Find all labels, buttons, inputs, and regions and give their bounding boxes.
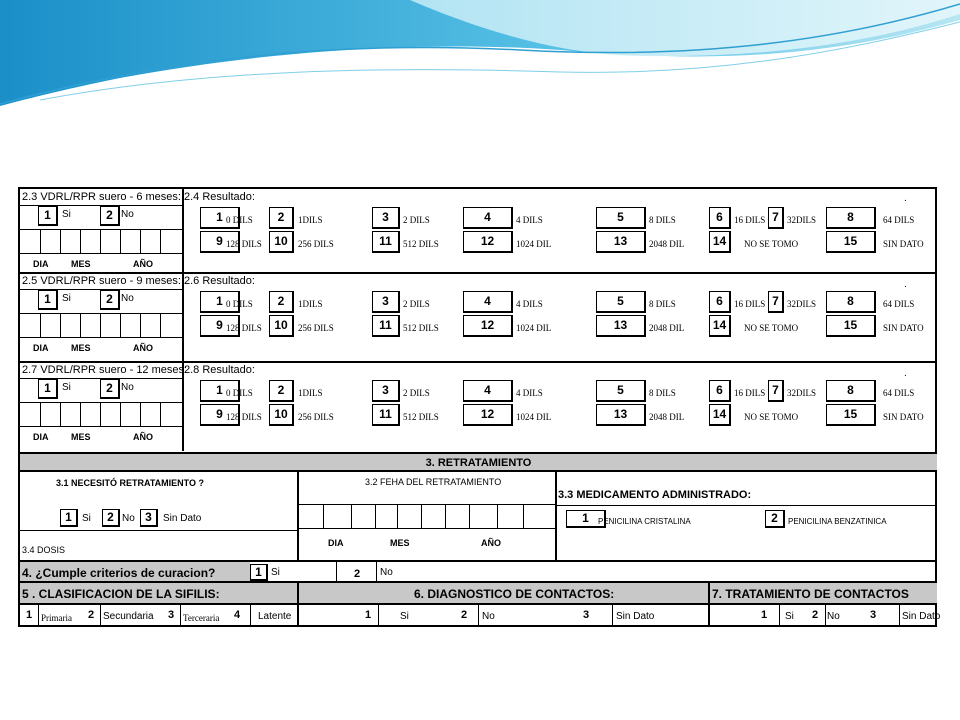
- result-code[interactable]: 8: [826, 207, 876, 229]
- q33-option-label: PENICILINA BENZATINICA: [788, 517, 887, 526]
- result-code[interactable]: 5: [596, 380, 646, 402]
- result-code[interactable]: 13: [596, 404, 646, 426]
- result-label: 256 DILS: [298, 412, 334, 422]
- result-label: 1024 DIL: [516, 239, 552, 249]
- result-code[interactable]: 1: [200, 380, 240, 402]
- section6-options: [298, 605, 708, 627]
- date-cell-divider: [375, 504, 376, 528]
- result-label: 0 DILS: [226, 215, 253, 225]
- q33-option-code[interactable]: 2: [765, 510, 785, 528]
- result-label: SIN DATO: [883, 412, 924, 422]
- no-label: No: [121, 293, 134, 304]
- vdrl-title: 2.7 VDRL/RPR suero - 12 meses:: [22, 364, 188, 376]
- lab-form: [18, 187, 941, 627]
- divider: [38, 605, 39, 627]
- result-code[interactable]: 8: [826, 291, 876, 313]
- q32-year-label: AÑO: [481, 538, 501, 548]
- divider: [555, 505, 937, 506]
- q31-label: 3.1 NECESITÓ RETRATAMIENTO ?: [56, 478, 205, 488]
- result-label: 8 DILS: [649, 388, 676, 398]
- result-label: 0 DILS: [226, 388, 253, 398]
- result-label: 32DILS: [787, 388, 816, 398]
- q31-option-code[interactable]: 3: [140, 509, 158, 527]
- result-label: 4 DILS: [516, 299, 543, 309]
- option-label: No: [827, 611, 840, 622]
- result-code[interactable]: 14: [709, 315, 731, 337]
- result-label: 512 DILS: [403, 412, 439, 422]
- result-code[interactable]: 9: [200, 231, 240, 253]
- option-code[interactable]: 2: [87, 609, 95, 621]
- result-code[interactable]: 5: [596, 291, 646, 313]
- result-code[interactable]: 9: [200, 315, 240, 337]
- cure-yes-code[interactable]: 1: [250, 564, 268, 581]
- option-code[interactable]: 3: [167, 609, 175, 621]
- month-label: MES: [71, 343, 91, 353]
- q34-label: 3.4 DOSIS: [22, 545, 66, 555]
- result-label: 2 DILS: [403, 299, 430, 309]
- sections-band: [20, 581, 937, 605]
- divider: [297, 528, 555, 529]
- result-label: 512 DILS: [403, 323, 439, 333]
- result-label: 2048 DIL: [649, 412, 685, 422]
- option-code[interactable]: 3: [582, 609, 590, 621]
- divider: [478, 605, 479, 627]
- q31-option-code[interactable]: 2: [102, 509, 120, 527]
- date-cell-divider: [421, 504, 422, 528]
- result-code[interactable]: 9: [200, 404, 240, 426]
- divider: [100, 605, 101, 627]
- result-label: 128 DILS: [226, 412, 262, 422]
- q32-label: 3.2 FEHA DEL RETRATAMIENTO: [365, 477, 502, 487]
- no-code[interactable]: 2: [100, 206, 120, 226]
- q31-option-label: Si: [82, 513, 91, 524]
- result-label: 1024 DIL: [516, 412, 552, 422]
- divider: [20, 253, 182, 254]
- day-label: DIA: [33, 343, 49, 353]
- result-code[interactable]: 4: [463, 380, 513, 402]
- result-code[interactable]: 1: [200, 291, 240, 313]
- result-code[interactable]: 12: [463, 315, 513, 337]
- result-code[interactable]: 15: [826, 315, 876, 337]
- date-cell-divider: [497, 504, 498, 528]
- yes-label: Si: [62, 382, 71, 393]
- result-label: 256 DILS: [298, 323, 334, 333]
- divider: [899, 605, 900, 627]
- day-label: DIA: [33, 259, 49, 269]
- result-code[interactable]: 1: [200, 207, 240, 229]
- divider: [825, 605, 826, 627]
- no-code[interactable]: 2: [100, 290, 120, 310]
- date-cell-divider: [397, 504, 398, 528]
- option-code[interactable]: 1: [364, 609, 372, 621]
- q31-option-label: Sin Dato: [163, 513, 202, 524]
- option-label: Sin Dato: [902, 611, 941, 622]
- no-label: No: [121, 209, 134, 220]
- date-input-cells[interactable]: [20, 313, 182, 337]
- divider: [612, 605, 613, 627]
- section5-title: 5 . CLASIFICACION DE LA SIFILIS:: [22, 587, 220, 601]
- date-cell-divider: [323, 504, 324, 528]
- result-code[interactable]: 6: [709, 291, 731, 313]
- divider: [20, 337, 182, 338]
- cure-title: 4. ¿Cumple criterios de curacion?: [22, 566, 216, 580]
- result-label: 64 DILS: [883, 388, 915, 398]
- result-label: SIN DATO: [883, 239, 924, 249]
- option-label: Primaria: [41, 613, 72, 623]
- slide-header-swoosh: [0, 0, 960, 130]
- result-code[interactable]: 7: [768, 207, 784, 229]
- date-cell-divider: [523, 504, 524, 528]
- result-code[interactable]: 11: [372, 231, 400, 253]
- retreatment-title: 3. RETRATAMIENTO: [425, 457, 532, 469]
- divider: [20, 530, 297, 531]
- cure-no-code[interactable]: 2: [354, 568, 361, 580]
- date-cell-divider: [445, 504, 446, 528]
- option-code[interactable]: 1: [760, 609, 768, 621]
- result-code[interactable]: 10: [269, 404, 294, 426]
- q33-option-label: PENICILINA CRISTALINA: [598, 517, 691, 526]
- corner-mark: .: [904, 193, 907, 204]
- date-cell-divider: [351, 504, 352, 528]
- vdrl-row: [20, 189, 937, 272]
- result-code[interactable]: 15: [826, 231, 876, 253]
- option-label: Si: [785, 611, 794, 622]
- q33-label: 3.3 MEDICAMENTO ADMINISTRADO:: [558, 489, 752, 501]
- no-code[interactable]: 2: [100, 379, 120, 399]
- result-label: 16 DILS: [734, 388, 766, 398]
- result-label: 128 DILS: [226, 323, 262, 333]
- option-label: Terceraria: [183, 613, 220, 623]
- yes-code[interactable]: 1: [38, 290, 58, 310]
- result-label: 256 DILS: [298, 239, 334, 249]
- result-label: 2048 DIL: [649, 323, 685, 333]
- cure-yes-label: Si: [271, 567, 280, 578]
- result-code[interactable]: 2: [269, 207, 294, 229]
- result-label: NO SE TOMO: [744, 323, 799, 333]
- yes-code[interactable]: 1: [38, 379, 58, 399]
- result-code[interactable]: 14: [709, 404, 731, 426]
- month-label: MES: [71, 259, 91, 269]
- date-cell-divider: [469, 504, 470, 528]
- result-code[interactable]: 8: [826, 380, 876, 402]
- divider: [378, 605, 379, 627]
- result-label: 32DILS: [787, 215, 816, 225]
- corner-mark: .: [904, 279, 907, 290]
- divider: [376, 562, 377, 581]
- result-code[interactable]: 11: [372, 404, 400, 426]
- result-code[interactable]: 4: [463, 207, 513, 229]
- no-label: No: [121, 382, 134, 393]
- result-code[interactable]: 3: [372, 291, 400, 313]
- option-code[interactable]: 4: [233, 609, 241, 621]
- yes-label: Si: [62, 293, 71, 304]
- result-label: 1DILS: [298, 388, 323, 398]
- result-code[interactable]: 5: [596, 207, 646, 229]
- result-label: 16 DILS: [734, 299, 766, 309]
- year-label: AÑO: [133, 259, 153, 269]
- result-code[interactable]: 2: [269, 380, 294, 402]
- result-code[interactable]: 11: [372, 315, 400, 337]
- result-code[interactable]: 15: [826, 404, 876, 426]
- result-label: 16 DILS: [734, 215, 766, 225]
- yes-label: Si: [62, 209, 71, 220]
- divider: [336, 562, 337, 581]
- result-code[interactable]: 4: [463, 291, 513, 313]
- result-code[interactable]: 13: [596, 231, 646, 253]
- divider: [250, 605, 251, 627]
- result-code[interactable]: 10: [269, 315, 294, 337]
- result-code[interactable]: 6: [709, 207, 731, 229]
- result-title: 2.6 Resultado:: [184, 275, 255, 287]
- divider: [555, 472, 557, 560]
- q32-date-grid[interactable]: [297, 504, 555, 528]
- result-label: 64 DILS: [883, 299, 915, 309]
- option-label: Secundaria: [103, 611, 154, 622]
- result-label: 4 DILS: [516, 388, 543, 398]
- result-code[interactable]: 13: [596, 315, 646, 337]
- q31-option-code[interactable]: 1: [60, 509, 78, 527]
- option-label: Sin Dato: [616, 611, 655, 622]
- result-label: NO SE TOMO: [744, 239, 799, 249]
- vdrl-row: [20, 273, 937, 361]
- result-code[interactable]: 2: [269, 291, 294, 313]
- result-label: 8 DILS: [649, 299, 676, 309]
- result-label: 32DILS: [787, 299, 816, 309]
- section7-options: [709, 605, 941, 627]
- result-title: 2.8 Resultado:: [184, 364, 255, 376]
- result-label: 2 DILS: [403, 215, 430, 225]
- result-label: 2 DILS: [403, 388, 430, 398]
- section7-title: 7. TRATAMIENTO DE CONTACTOS: [712, 587, 909, 601]
- divider: [779, 605, 780, 627]
- result-code[interactable]: 10: [269, 231, 294, 253]
- month-label: MES: [71, 432, 91, 442]
- vdrl-row: [20, 362, 937, 451]
- option-label: Latente: [258, 611, 292, 622]
- section6-title: 6. DIAGNOSTICO DE CONTACTOS:: [414, 587, 615, 601]
- result-code[interactable]: 6: [709, 380, 731, 402]
- yes-code[interactable]: 1: [38, 206, 58, 226]
- q33-option-code[interactable]: 1: [566, 510, 606, 528]
- result-label: 1DILS: [298, 299, 323, 309]
- result-title: 2.4 Resultado:: [184, 191, 255, 203]
- result-code[interactable]: 14: [709, 231, 731, 253]
- result-label: 1DILS: [298, 215, 323, 225]
- result-label: NO SE TOMO: [744, 412, 799, 422]
- result-label: 0 DILS: [226, 299, 253, 309]
- option-code[interactable]: 3: [869, 609, 877, 621]
- result-label: 8 DILS: [649, 215, 676, 225]
- section5-options: [20, 605, 297, 627]
- corner-mark: .: [904, 368, 907, 379]
- result-label: SIN DATO: [883, 323, 924, 333]
- retreatment-band: [20, 452, 937, 472]
- cure-no-label: No: [380, 567, 393, 578]
- vdrl-title: 2.3 VDRL/RPR suero - 6 meses:: [22, 191, 181, 203]
- option-label: No: [482, 611, 495, 622]
- option-code[interactable]: 2: [811, 609, 819, 621]
- vdrl-title: 2.5 VDRL/RPR suero - 9 meses:: [22, 275, 181, 287]
- result-label: 4 DILS: [516, 215, 543, 225]
- result-label: 64 DILS: [883, 215, 915, 225]
- result-code[interactable]: 3: [372, 380, 400, 402]
- divider: [20, 426, 182, 427]
- option-code[interactable]: 2: [460, 609, 468, 621]
- result-label: 1024 DIL: [516, 323, 552, 333]
- result-code[interactable]: 3: [372, 207, 400, 229]
- year-label: AÑO: [133, 432, 153, 442]
- divider: [180, 605, 181, 627]
- result-label: 512 DILS: [403, 239, 439, 249]
- result-code[interactable]: 7: [768, 380, 784, 402]
- date-input-cells[interactable]: [20, 229, 182, 253]
- year-label: AÑO: [133, 343, 153, 353]
- q31-option-label: No: [122, 513, 135, 524]
- q32-day-label: DIA: [328, 538, 344, 548]
- result-code[interactable]: 12: [463, 231, 513, 253]
- date-input-cells[interactable]: [20, 402, 182, 426]
- result-label: 128 DILS: [226, 239, 262, 249]
- result-code[interactable]: 12: [463, 404, 513, 426]
- option-code[interactable]: 1: [25, 609, 33, 621]
- option-label: Si: [400, 611, 409, 622]
- q32-month-label: MES: [390, 538, 410, 548]
- day-label: DIA: [33, 432, 49, 442]
- result-code[interactable]: 7: [768, 291, 784, 313]
- result-label: 2048 DIL: [649, 239, 685, 249]
